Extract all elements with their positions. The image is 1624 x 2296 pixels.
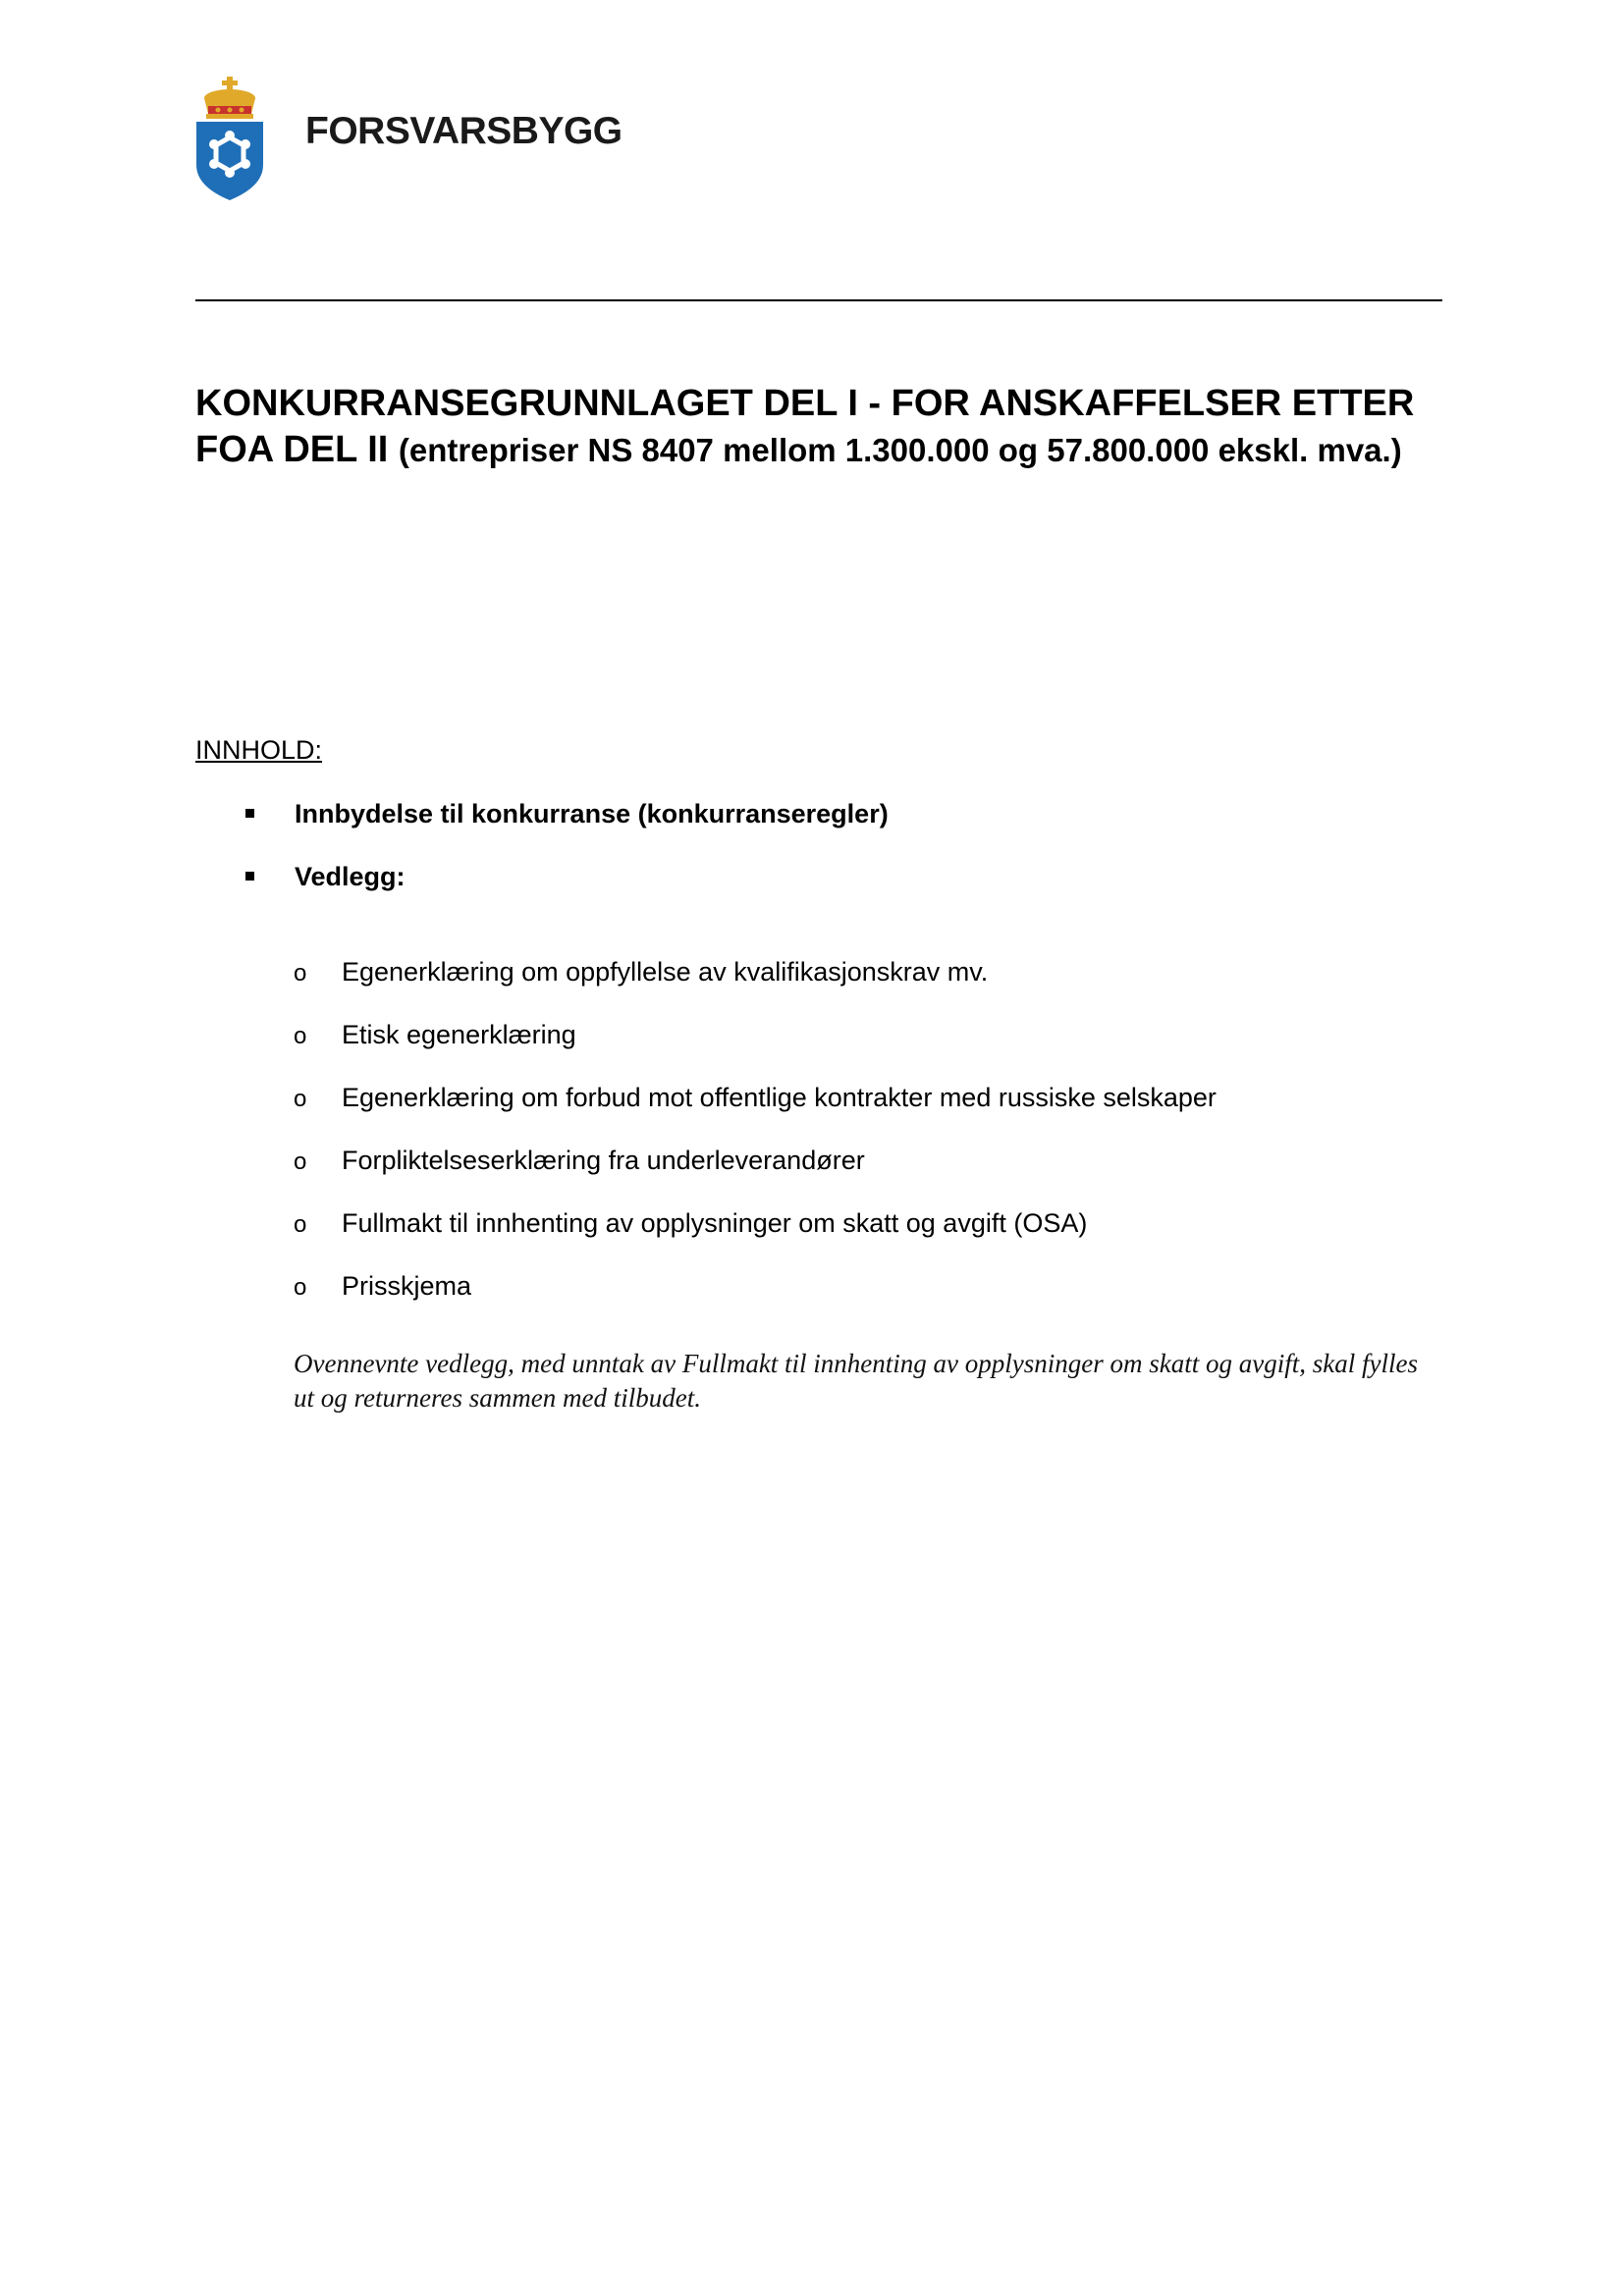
circle-bullet-icon: o [294,960,307,987]
header-divider [195,299,1442,301]
title-main: KONKURRANSEGRUNNLAGET DEL I - FOR ANSKAFFELSER ETTER FOA DEL II [195,383,1415,470]
circle-bullet-icon: o [294,1274,307,1301]
toc-main-item-label: Vedlegg: [295,862,406,891]
document-title [195,381,1472,473]
square-bullet-icon [245,872,254,881]
attachments-note: Ovennevnte vedlegg, med unntak av Fullmakt til innhenting av opplysninger om skatt og avgift, skal fylles ut og returneres sammen med tilbudet. [294,1349,1418,1413]
circle-bullet-icon: o [294,1023,307,1049]
forsvarsbygg-crest-icon [194,77,265,200]
circle-bullet-icon: o [294,1086,307,1112]
circle-bullet-icon: o [294,1211,307,1238]
circle-bullet-icon: o [294,1148,307,1175]
toc-heading: INNHOLD: [195,735,323,765]
toc-sub-item-label: Fullmakt til innhenting av opplysninger om skatt og avgift (OSA) [342,1208,1088,1238]
toc-sub-item-label: Egenerklæring om oppfyllelse av kvalifikasjonskrav mv. [342,957,989,987]
title-subtitle: (entrepriser NS 8407 mellom 1.300.000 og 57.800.000 ekskl. mva.) [398,432,1402,468]
brand-name: FORSVARSBYGG [305,110,623,152]
toc-sub-item-label: Etisk egenerklæring [342,1020,576,1049]
toc-main-item-label: Innbydelse til konkurranse (konkurranseregler) [295,799,889,828]
toc-sub-item-label: Forpliktelseserklæring fra underleverandører [342,1146,865,1175]
square-bullet-icon [245,809,254,818]
toc-sub-item-label: Prisskjema [342,1271,472,1301]
toc-sub-item-label: Egenerklæring om forbud mot offentlige kontrakter med russiske selskaper [342,1083,1217,1112]
